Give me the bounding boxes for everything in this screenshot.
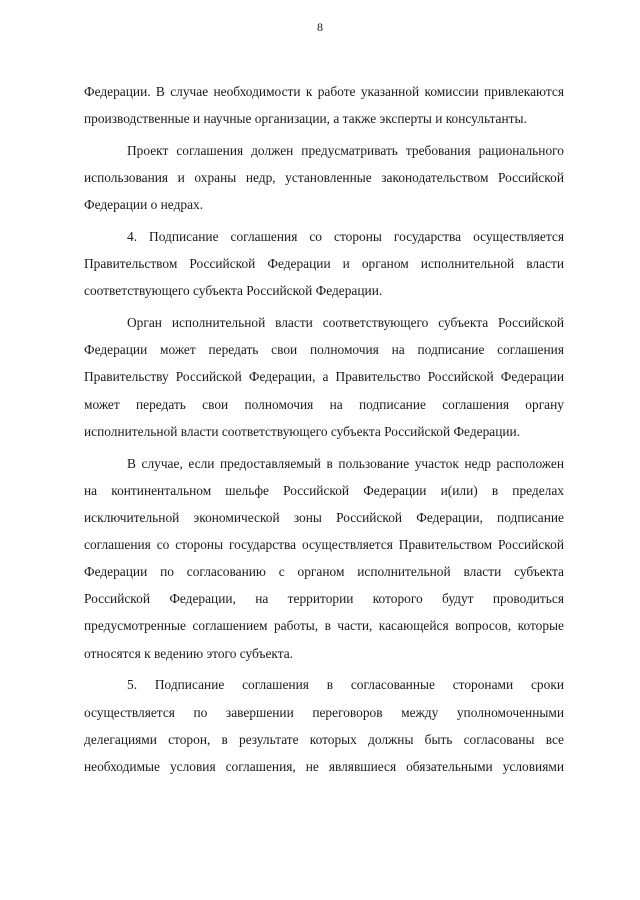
text-line: Правительством Российской Федерации и органом исполнительной власти bbox=[84, 256, 564, 272]
text-line: Федерации по согласованию с органом исполнительной власти субъекта bbox=[84, 564, 564, 580]
text-line: на континентальном шельфе Российской Федерации и(или) в пределах bbox=[84, 482, 564, 498]
text-line: Федерации может передать свои полномочия на подписание соглашения bbox=[84, 342, 564, 358]
text-line: Федерации. В случае необходимости к работе указанной комиссии привлекаются bbox=[84, 84, 564, 99]
text-line: относятся к ведению этого субъекта. bbox=[84, 645, 294, 661]
text-line: Федерации о недрах. bbox=[84, 197, 204, 213]
text-line: необходимые условия соглашения, не являвшиеся обязательными условиями bbox=[84, 758, 564, 774]
text-line: производственные и научные организации, а также эксперты и консультанты. bbox=[84, 111, 527, 127]
text-line: исполнительной власти соответствующего субъекта Российской Федерации. bbox=[84, 423, 521, 439]
text-line: соглашения со стороны государства осуществляется Правительством Российской bbox=[84, 537, 564, 552]
document-body bbox=[84, 78, 564, 785]
text-line: 4. Подписание соглашения со стороны государства осуществляется bbox=[127, 229, 564, 245]
paragraph bbox=[84, 223, 564, 304]
text-line: Орган исполнительной власти соответствующего субъекта Российской bbox=[127, 315, 564, 331]
paragraph bbox=[84, 137, 564, 218]
text-line: Российской Федерации, на территории которого будут проводиться bbox=[84, 591, 564, 607]
paragraph bbox=[84, 450, 564, 667]
text-line: делегациями сторон, в результате которых должны быть согласованы все bbox=[84, 731, 564, 747]
text-line: исключительной экономической зоны Российской Федерации, подписание bbox=[84, 509, 564, 525]
text-line: В случае, если предоставляемый в пользование участок недр расположен bbox=[127, 455, 564, 471]
text-line: соответствующего субъекта Российской Федерации. bbox=[84, 283, 383, 299]
paragraph bbox=[84, 671, 564, 780]
text-line: 5. Подписание соглашения в согласованные сторонами сроки bbox=[127, 677, 564, 693]
text-line: осуществляется по завершении переговоров между уполномоченными bbox=[84, 704, 564, 720]
text-line: использования и охраны недр, установленные законодательством Российской bbox=[84, 170, 564, 186]
paragraph bbox=[84, 309, 564, 445]
paragraph bbox=[84, 78, 564, 132]
text-line: предусмотренные соглашением работы, в части, касающейся вопросов, которые bbox=[84, 618, 564, 634]
text-line: Правительству Российской Федерации, а Правительство Российской Федерации bbox=[84, 369, 564, 385]
text-line: Проект соглашения должен предусматривать требования рационального bbox=[127, 142, 564, 158]
page-number: 8 bbox=[317, 20, 323, 34]
text-line: может передать свои полномочия на подписание соглашения органу bbox=[84, 396, 564, 412]
